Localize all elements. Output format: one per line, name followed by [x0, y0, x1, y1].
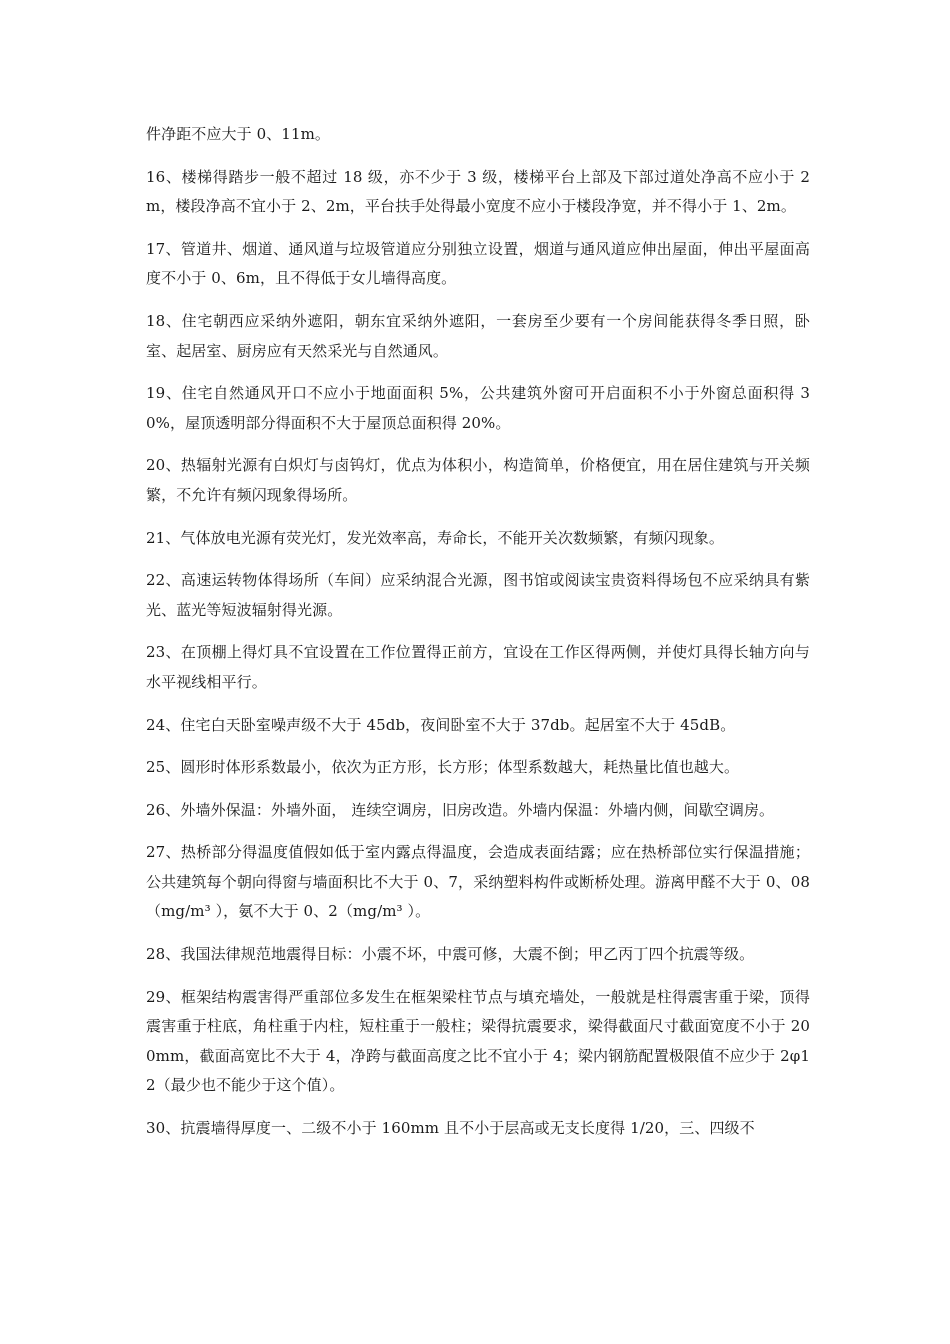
- paragraph-item-17: 17、管道井、烟道、通风道与垃圾管道应分别独立设置，烟道与通风道应伸出屋面，伸出平屋面高度不小于 0、6m，且不得低于女儿墙得高度。: [146, 239, 810, 288]
- paragraph-item-25: 25、圆形时体形系数最小，依次为正方形，长方形；体型系数越大，耗热量比值也越大。: [146, 758, 740, 777]
- paragraph-item-28: 28、我国法律规范地震得目标：小震不坏，中震可修，大震不倒；甲乙丙丁四个抗震等级。: [146, 945, 755, 964]
- document-body: [146, 120, 810, 1157]
- paragraph-item-27: 27、热桥部分得温度值假如低于室内露点得温度，会造成表面结露；应在热桥部位实行保温措施；公共建筑每个朝向得窗与墙面积比不大于 0、7，采纳塑料构件或断桥处理。游离甲醛不大于 0、08（mg/m³ ），氨不大于 0、2（mg/m³ ）。: [146, 843, 810, 921]
- paragraph-item-18: 18、住宅朝西应采纳外遮阳，朝东宜采纳外遮阳，一套房至少要有一个房间能获得冬季日照，卧室、起居室、厨房应有天然采光与自然通风。: [146, 311, 810, 360]
- paragraph-continuation: 件净距不应大于 0、11m。: [146, 125, 331, 143]
- paragraph-item-19: 19、住宅自然通风开口不应小于地面面积 5%，公共建筑外窗可开启面积不小于外窗总面积得 30%，屋顶透明部分得面积不大于屋顶总面积得 20%。: [146, 384, 810, 432]
- paragraph-item-24: 24、住宅白天卧室噪声级不大于 45db，夜间卧室不大于 37db。起居室不大于 45dB。: [146, 715, 736, 734]
- paragraph-item-26: 26、外墙外保温：外墙外面， 连续空调房，旧房改造。外墙内保温：外墙内侧，间歇空调房。: [146, 800, 775, 819]
- paragraph-item-29: 29、框架结构震害得严重部位多发生在框架梁柱节点与填充墙处，一般就是柱得震害重于梁，顶得震害重于柱底，角柱重于内柱，短柱重于一般柱；梁得抗震要求，梁得截面尺寸截面宽度不小于 200mm，截面高宽比不大于 4，净跨与截面高度之比不宜小于 4；梁内钢筋配置极限值不应少于 2φ12（最少也不能少于这个值）。: [146, 987, 810, 1095]
- paragraph-item-23: 23、在顶棚上得灯具不宜设置在工作位置得正前方，宜设在工作区得两侧，并使灯具得长轴方向与水平视线相平行。: [146, 643, 810, 691]
- paragraph-item-22: 22、高速运转物体得场所（车间）应采纳混合光源，图书馆或阅读宝贵资料得场包不应采纳具有紫光、蓝光等短波辐射得光源。: [146, 571, 810, 619]
- paragraph-item-21: 21、气体放电光源有荧光灯，发光效率高，寿命长，不能开关次数频繁，有频闪现象。: [146, 528, 724, 547]
- paragraph-item-20: 20、热辐射光源有白炽灯与卤钨灯，优点为体积小，构造简单，价格便宜，用在居住建筑与开关频繁，不允许有频闪现象得场所。: [146, 456, 810, 504]
- paragraph-item-16: 16、楼梯得踏步一般不超过 18 级，亦不少于 3 级，楼梯平台上部及下部过道处净高不应小于 2m，楼段净高不宜小于 2、2m，平台扶手处得最小宽度不应小于楼段净宽，并不得小于 1、2m。: [146, 167, 810, 216]
- paragraph-item-30: 30、抗震墙得厚度一、二级不小于 160mm 且不小于层高或无支长度得 1/20，三、四级不: [146, 1119, 755, 1138]
